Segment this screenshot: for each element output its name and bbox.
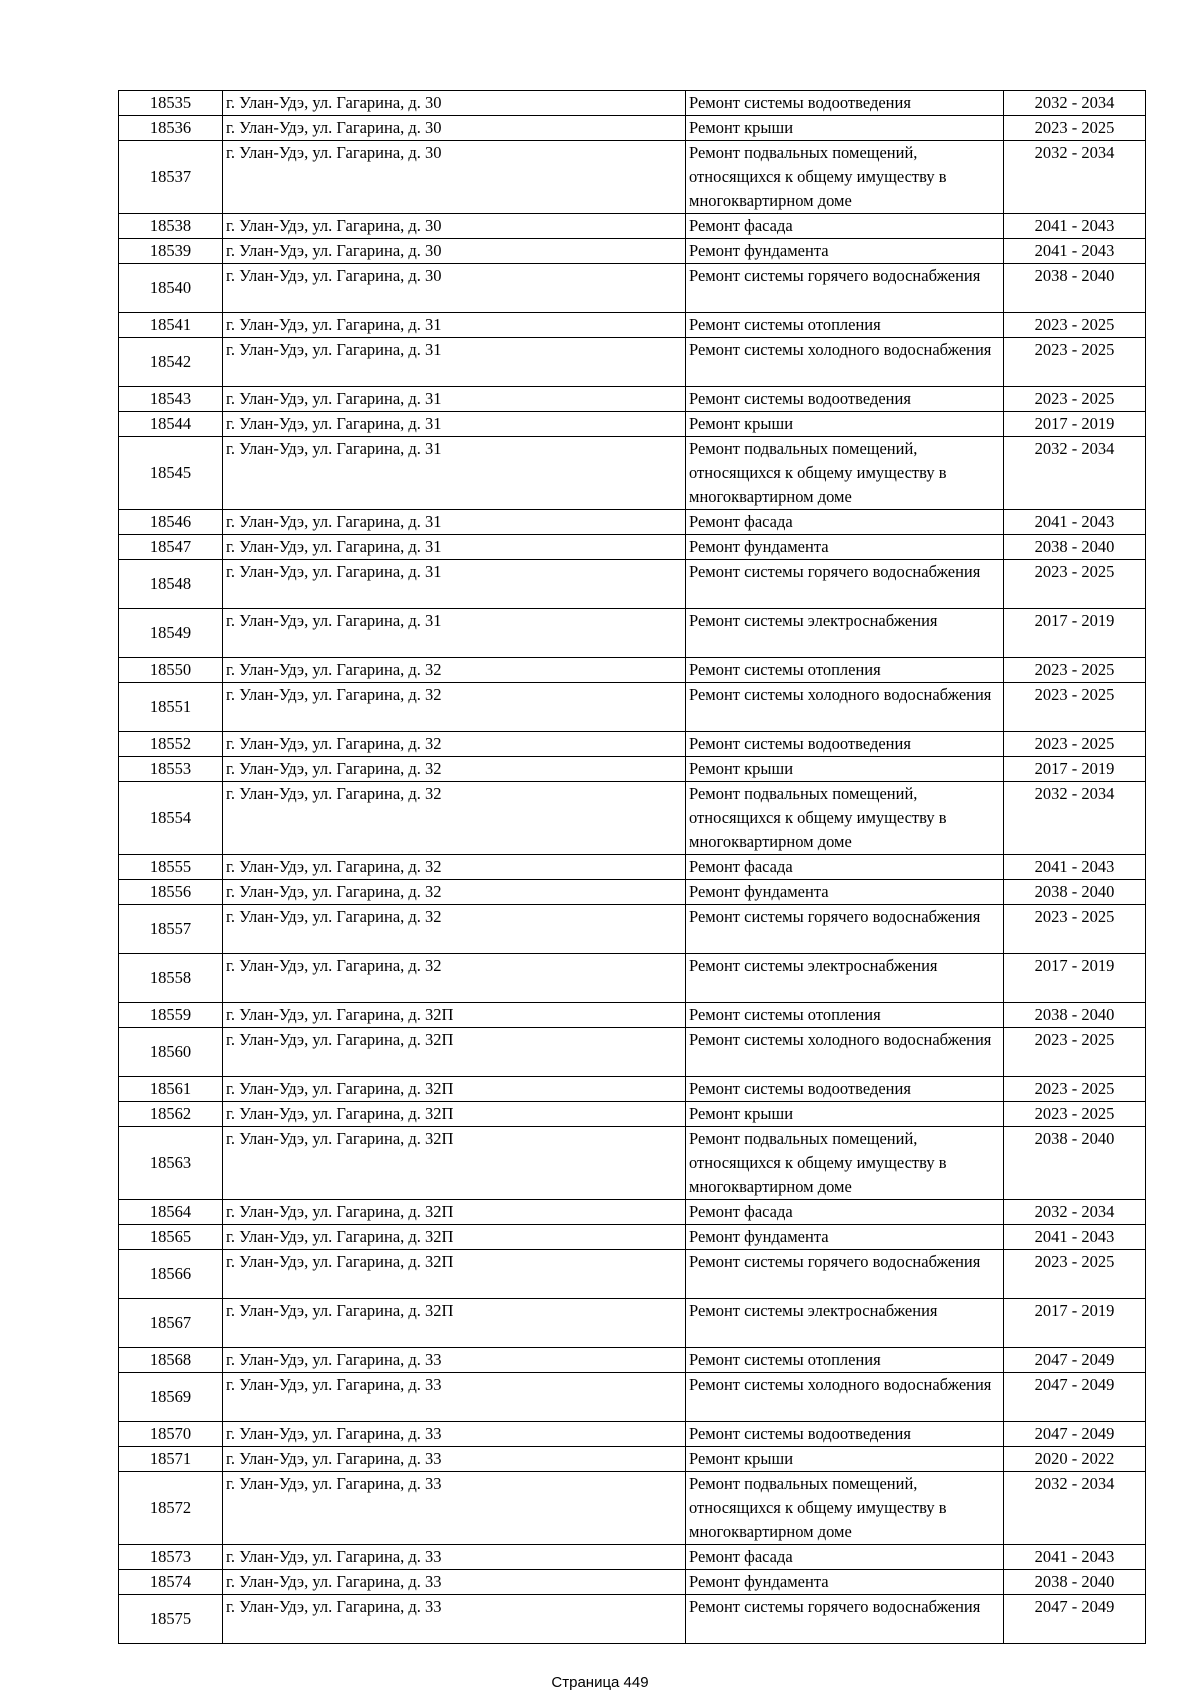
work-type-cell: Ремонт фасада bbox=[686, 855, 1004, 880]
table-row bbox=[119, 1225, 1146, 1250]
address-cell: г. Улан-Удэ, ул. Гагарина, д. 33 bbox=[223, 1545, 686, 1570]
period-cell: 2023 - 2025 bbox=[1004, 1077, 1146, 1102]
period-cell: 2032 - 2034 bbox=[1004, 141, 1146, 214]
work-type-cell: Ремонт фасада bbox=[686, 1545, 1004, 1570]
table-row bbox=[119, 855, 1146, 880]
work-type-cell: Ремонт подвальных помещений, относящихся к общему имуществу в многоквартирном доме bbox=[686, 141, 1004, 214]
work-type-cell: Ремонт подвальных помещений, относящихся к общему имуществу в многоквартирном доме bbox=[686, 1127, 1004, 1200]
row-number-cell: 18554 bbox=[119, 782, 223, 855]
work-type-cell: Ремонт фундамента bbox=[686, 535, 1004, 560]
work-type-cell: Ремонт крыши bbox=[686, 1102, 1004, 1127]
address-cell: г. Улан-Удэ, ул. Гагарина, д. 30 bbox=[223, 91, 686, 116]
work-type-cell: Ремонт фундамента bbox=[686, 1225, 1004, 1250]
row-number-cell: 18537 bbox=[119, 141, 223, 214]
work-type-cell: Ремонт подвальных помещений, относящихся к общему имуществу в многоквартирном доме bbox=[686, 1472, 1004, 1545]
address-cell: г. Улан-Удэ, ул. Гагарина, д. 31 bbox=[223, 510, 686, 535]
period-cell: 2023 - 2025 bbox=[1004, 732, 1146, 757]
table-row bbox=[119, 1373, 1146, 1422]
period-cell: 2032 - 2034 bbox=[1004, 91, 1146, 116]
table-row bbox=[119, 239, 1146, 264]
row-number-cell: 18539 bbox=[119, 239, 223, 264]
address-cell: г. Улан-Удэ, ул. Гагарина, д. 32 bbox=[223, 855, 686, 880]
table-row bbox=[119, 560, 1146, 609]
work-type-cell: Ремонт системы отопления bbox=[686, 1003, 1004, 1028]
period-cell: 2023 - 2025 bbox=[1004, 905, 1146, 954]
period-cell: 2041 - 2043 bbox=[1004, 1545, 1146, 1570]
work-type-cell: Ремонт крыши bbox=[686, 1447, 1004, 1472]
address-cell: г. Улан-Удэ, ул. Гагарина, д. 30 bbox=[223, 239, 686, 264]
work-type-cell: Ремонт системы отопления bbox=[686, 1348, 1004, 1373]
work-type-cell: Ремонт системы водоотведения bbox=[686, 387, 1004, 412]
table-row bbox=[119, 1028, 1146, 1077]
period-cell: 2032 - 2034 bbox=[1004, 1472, 1146, 1545]
work-type-cell: Ремонт системы водоотведения bbox=[686, 1077, 1004, 1102]
table-row bbox=[119, 683, 1146, 732]
row-number-cell: 18572 bbox=[119, 1472, 223, 1545]
period-cell: 2023 - 2025 bbox=[1004, 1028, 1146, 1077]
table-row bbox=[119, 1299, 1146, 1348]
table-row bbox=[119, 264, 1146, 313]
row-number-cell: 18561 bbox=[119, 1077, 223, 1102]
row-number-cell: 18557 bbox=[119, 905, 223, 954]
period-cell: 2023 - 2025 bbox=[1004, 1250, 1146, 1299]
address-cell: г. Улан-Удэ, ул. Гагарина, д. 32 bbox=[223, 683, 686, 732]
address-cell: г. Улан-Удэ, ул. Гагарина, д. 32 bbox=[223, 782, 686, 855]
table-row bbox=[119, 1570, 1146, 1595]
address-cell: г. Улан-Удэ, ул. Гагарина, д. 31 bbox=[223, 535, 686, 560]
table-row bbox=[119, 510, 1146, 535]
table-row bbox=[119, 1003, 1146, 1028]
row-number-cell: 18562 bbox=[119, 1102, 223, 1127]
row-number-cell: 18569 bbox=[119, 1373, 223, 1422]
table-row bbox=[119, 91, 1146, 116]
address-cell: г. Улан-Удэ, ул. Гагарина, д. 33 bbox=[223, 1472, 686, 1545]
row-number-cell: 18540 bbox=[119, 264, 223, 313]
table-row bbox=[119, 313, 1146, 338]
period-cell: 2047 - 2049 bbox=[1004, 1595, 1146, 1644]
table-row bbox=[119, 1127, 1146, 1200]
table-row bbox=[119, 732, 1146, 757]
row-number-cell: 18570 bbox=[119, 1422, 223, 1447]
period-cell: 2032 - 2034 bbox=[1004, 1200, 1146, 1225]
table-row bbox=[119, 1250, 1146, 1299]
table-row bbox=[119, 1102, 1146, 1127]
table-row bbox=[119, 141, 1146, 214]
row-number-cell: 18551 bbox=[119, 683, 223, 732]
address-cell: г. Улан-Удэ, ул. Гагарина, д. 32П bbox=[223, 1250, 686, 1299]
period-cell: 2041 - 2043 bbox=[1004, 214, 1146, 239]
period-cell: 2041 - 2043 bbox=[1004, 1225, 1146, 1250]
row-number-cell: 18564 bbox=[119, 1200, 223, 1225]
period-cell: 2017 - 2019 bbox=[1004, 954, 1146, 1003]
work-type-cell: Ремонт системы отопления bbox=[686, 313, 1004, 338]
table-row bbox=[119, 905, 1146, 954]
work-type-cell: Ремонт системы горячего водоснабжения bbox=[686, 1250, 1004, 1299]
work-type-cell: Ремонт системы электроснабжения bbox=[686, 1299, 1004, 1348]
table-row bbox=[119, 1077, 1146, 1102]
period-cell: 2023 - 2025 bbox=[1004, 1102, 1146, 1127]
row-number-cell: 18536 bbox=[119, 116, 223, 141]
period-cell: 2017 - 2019 bbox=[1004, 609, 1146, 658]
period-cell: 2038 - 2040 bbox=[1004, 535, 1146, 560]
address-cell: г. Улан-Удэ, ул. Гагарина, д. 32П bbox=[223, 1225, 686, 1250]
row-number-cell: 18545 bbox=[119, 437, 223, 510]
address-cell: г. Улан-Удэ, ул. Гагарина, д. 30 bbox=[223, 264, 686, 313]
work-type-cell: Ремонт системы водоотведения bbox=[686, 732, 1004, 757]
period-cell: 2017 - 2019 bbox=[1004, 757, 1146, 782]
table-row bbox=[119, 1422, 1146, 1447]
row-number-cell: 18568 bbox=[119, 1348, 223, 1373]
row-number-cell: 18550 bbox=[119, 658, 223, 683]
work-type-cell: Ремонт системы электроснабжения bbox=[686, 609, 1004, 658]
work-type-cell: Ремонт системы электроснабжения bbox=[686, 954, 1004, 1003]
work-type-cell: Ремонт системы холодного водоснабжения bbox=[686, 338, 1004, 387]
period-cell: 2023 - 2025 bbox=[1004, 560, 1146, 609]
table-row bbox=[119, 1348, 1146, 1373]
address-cell: г. Улан-Удэ, ул. Гагарина, д. 31 bbox=[223, 338, 686, 387]
work-type-cell: Ремонт фундамента bbox=[686, 1570, 1004, 1595]
row-number-cell: 18538 bbox=[119, 214, 223, 239]
address-cell: г. Улан-Удэ, ул. Гагарина, д. 30 bbox=[223, 141, 686, 214]
period-cell: 2017 - 2019 bbox=[1004, 412, 1146, 437]
period-cell: 2038 - 2040 bbox=[1004, 1570, 1146, 1595]
row-number-cell: 18555 bbox=[119, 855, 223, 880]
address-cell: г. Улан-Удэ, ул. Гагарина, д. 31 bbox=[223, 313, 686, 338]
address-cell: г. Улан-Удэ, ул. Гагарина, д. 32 bbox=[223, 905, 686, 954]
address-cell: г. Улан-Удэ, ул. Гагарина, д. 32 bbox=[223, 732, 686, 757]
period-cell: 2032 - 2034 bbox=[1004, 437, 1146, 510]
work-type-cell: Ремонт системы отопления bbox=[686, 658, 1004, 683]
table-row bbox=[119, 214, 1146, 239]
period-cell: 2038 - 2040 bbox=[1004, 1127, 1146, 1200]
period-cell: 2041 - 2043 bbox=[1004, 239, 1146, 264]
work-type-cell: Ремонт подвальных помещений, относящихся к общему имуществу в многоквартирном доме bbox=[686, 437, 1004, 510]
row-number-cell: 18548 bbox=[119, 560, 223, 609]
table-row bbox=[119, 782, 1146, 855]
row-number-cell: 18552 bbox=[119, 732, 223, 757]
address-cell: г. Улан-Удэ, ул. Гагарина, д. 32 bbox=[223, 658, 686, 683]
row-number-cell: 18565 bbox=[119, 1225, 223, 1250]
work-type-cell: Ремонт системы горячего водоснабжения bbox=[686, 905, 1004, 954]
table-body bbox=[119, 91, 1146, 1644]
page-number: Страница 449 bbox=[551, 1674, 649, 1691]
table-row bbox=[119, 1200, 1146, 1225]
period-cell: 2047 - 2049 bbox=[1004, 1422, 1146, 1447]
row-number-cell: 18542 bbox=[119, 338, 223, 387]
row-number-cell: 18556 bbox=[119, 880, 223, 905]
work-type-cell: Ремонт фасада bbox=[686, 510, 1004, 535]
work-type-cell: Ремонт фундамента bbox=[686, 239, 1004, 264]
table-row bbox=[119, 757, 1146, 782]
address-cell: г. Улан-Удэ, ул. Гагарина, д. 32П bbox=[223, 1200, 686, 1225]
table-row bbox=[119, 1472, 1146, 1545]
work-type-cell: Ремонт системы горячего водоснабжения bbox=[686, 264, 1004, 313]
address-cell: г. Улан-Удэ, ул. Гагарина, д. 31 bbox=[223, 609, 686, 658]
address-cell: г. Улан-Удэ, ул. Гагарина, д. 32 bbox=[223, 757, 686, 782]
page-footer bbox=[0, 1674, 1200, 1691]
row-number-cell: 18558 bbox=[119, 954, 223, 1003]
work-type-cell: Ремонт системы горячего водоснабжения bbox=[686, 1595, 1004, 1644]
row-number-cell: 18571 bbox=[119, 1447, 223, 1472]
period-cell: 2023 - 2025 bbox=[1004, 658, 1146, 683]
address-cell: г. Улан-Удэ, ул. Гагарина, д. 33 bbox=[223, 1422, 686, 1447]
row-number-cell: 18547 bbox=[119, 535, 223, 560]
period-cell: 2041 - 2043 bbox=[1004, 510, 1146, 535]
table-row bbox=[119, 387, 1146, 412]
work-type-cell: Ремонт подвальных помещений, относящихся к общему имуществу в многоквартирном доме bbox=[686, 782, 1004, 855]
row-number-cell: 18546 bbox=[119, 510, 223, 535]
work-type-cell: Ремонт системы холодного водоснабжения bbox=[686, 1028, 1004, 1077]
table-row bbox=[119, 1595, 1146, 1644]
address-cell: г. Улан-Удэ, ул. Гагарина, д. 32П bbox=[223, 1003, 686, 1028]
address-cell: г. Улан-Удэ, ул. Гагарина, д. 33 bbox=[223, 1447, 686, 1472]
table-row bbox=[119, 412, 1146, 437]
period-cell: 2047 - 2049 bbox=[1004, 1373, 1146, 1422]
table-row bbox=[119, 535, 1146, 560]
work-type-cell: Ремонт системы водоотведения bbox=[686, 91, 1004, 116]
row-number-cell: 18573 bbox=[119, 1545, 223, 1570]
work-type-cell: Ремонт системы водоотведения bbox=[686, 1422, 1004, 1447]
row-number-cell: 18575 bbox=[119, 1595, 223, 1644]
table-row bbox=[119, 338, 1146, 387]
row-number-cell: 18541 bbox=[119, 313, 223, 338]
address-cell: г. Улан-Удэ, ул. Гагарина, д. 32П bbox=[223, 1028, 686, 1077]
address-cell: г. Улан-Удэ, ул. Гагарина, д. 33 bbox=[223, 1373, 686, 1422]
work-type-cell: Ремонт фундамента bbox=[686, 880, 1004, 905]
period-cell: 2020 - 2022 bbox=[1004, 1447, 1146, 1472]
address-cell: г. Улан-Удэ, ул. Гагарина, д. 32П bbox=[223, 1077, 686, 1102]
address-cell: г. Улан-Удэ, ул. Гагарина, д. 31 bbox=[223, 412, 686, 437]
address-cell: г. Улан-Удэ, ул. Гагарина, д. 33 bbox=[223, 1570, 686, 1595]
period-cell: 2032 - 2034 bbox=[1004, 782, 1146, 855]
row-number-cell: 18566 bbox=[119, 1250, 223, 1299]
address-cell: г. Улан-Удэ, ул. Гагарина, д. 32П bbox=[223, 1299, 686, 1348]
table-row bbox=[119, 880, 1146, 905]
repair-schedule-table bbox=[118, 90, 1146, 1644]
row-number-cell: 18553 bbox=[119, 757, 223, 782]
address-cell: г. Улан-Удэ, ул. Гагарина, д. 30 bbox=[223, 116, 686, 141]
period-cell: 2038 - 2040 bbox=[1004, 880, 1146, 905]
row-number-cell: 18559 bbox=[119, 1003, 223, 1028]
table-row bbox=[119, 658, 1146, 683]
address-cell: г. Улан-Удэ, ул. Гагарина, д. 33 bbox=[223, 1595, 686, 1644]
period-cell: 2023 - 2025 bbox=[1004, 116, 1146, 141]
address-cell: г. Улан-Удэ, ул. Гагарина, д. 31 bbox=[223, 560, 686, 609]
period-cell: 2038 - 2040 bbox=[1004, 1003, 1146, 1028]
row-number-cell: 18535 bbox=[119, 91, 223, 116]
work-type-cell: Ремонт фасада bbox=[686, 1200, 1004, 1225]
period-cell: 2038 - 2040 bbox=[1004, 264, 1146, 313]
row-number-cell: 18563 bbox=[119, 1127, 223, 1200]
table-row bbox=[119, 116, 1146, 141]
table-row bbox=[119, 1447, 1146, 1472]
period-cell: 2023 - 2025 bbox=[1004, 387, 1146, 412]
period-cell: 2017 - 2019 bbox=[1004, 1299, 1146, 1348]
work-type-cell: Ремонт фасада bbox=[686, 214, 1004, 239]
row-number-cell: 18544 bbox=[119, 412, 223, 437]
work-type-cell: Ремонт системы холодного водоснабжения bbox=[686, 1373, 1004, 1422]
work-type-cell: Ремонт крыши bbox=[686, 116, 1004, 141]
work-type-cell: Ремонт крыши bbox=[686, 757, 1004, 782]
address-cell: г. Улан-Удэ, ул. Гагарина, д. 33 bbox=[223, 1348, 686, 1373]
row-number-cell: 18543 bbox=[119, 387, 223, 412]
work-type-cell: Ремонт крыши bbox=[686, 412, 1004, 437]
address-cell: г. Улан-Удэ, ул. Гагарина, д. 30 bbox=[223, 214, 686, 239]
address-cell: г. Улан-Удэ, ул. Гагарина, д. 32П bbox=[223, 1127, 686, 1200]
address-cell: г. Улан-Удэ, ул. Гагарина, д. 31 bbox=[223, 387, 686, 412]
table-row bbox=[119, 437, 1146, 510]
table-row bbox=[119, 954, 1146, 1003]
work-type-cell: Ремонт системы холодного водоснабжения bbox=[686, 683, 1004, 732]
period-cell: 2023 - 2025 bbox=[1004, 338, 1146, 387]
address-cell: г. Улан-Удэ, ул. Гагарина, д. 32 bbox=[223, 880, 686, 905]
work-type-cell: Ремонт системы горячего водоснабжения bbox=[686, 560, 1004, 609]
table-row bbox=[119, 609, 1146, 658]
address-cell: г. Улан-Удэ, ул. Гагарина, д. 31 bbox=[223, 437, 686, 510]
period-cell: 2023 - 2025 bbox=[1004, 313, 1146, 338]
row-number-cell: 18574 bbox=[119, 1570, 223, 1595]
row-number-cell: 18560 bbox=[119, 1028, 223, 1077]
table-row bbox=[119, 1545, 1146, 1570]
address-cell: г. Улан-Удэ, ул. Гагарина, д. 32П bbox=[223, 1102, 686, 1127]
row-number-cell: 18549 bbox=[119, 609, 223, 658]
period-cell: 2047 - 2049 bbox=[1004, 1348, 1146, 1373]
period-cell: 2023 - 2025 bbox=[1004, 683, 1146, 732]
row-number-cell: 18567 bbox=[119, 1299, 223, 1348]
period-cell: 2041 - 2043 bbox=[1004, 855, 1146, 880]
address-cell: г. Улан-Удэ, ул. Гагарина, д. 32 bbox=[223, 954, 686, 1003]
